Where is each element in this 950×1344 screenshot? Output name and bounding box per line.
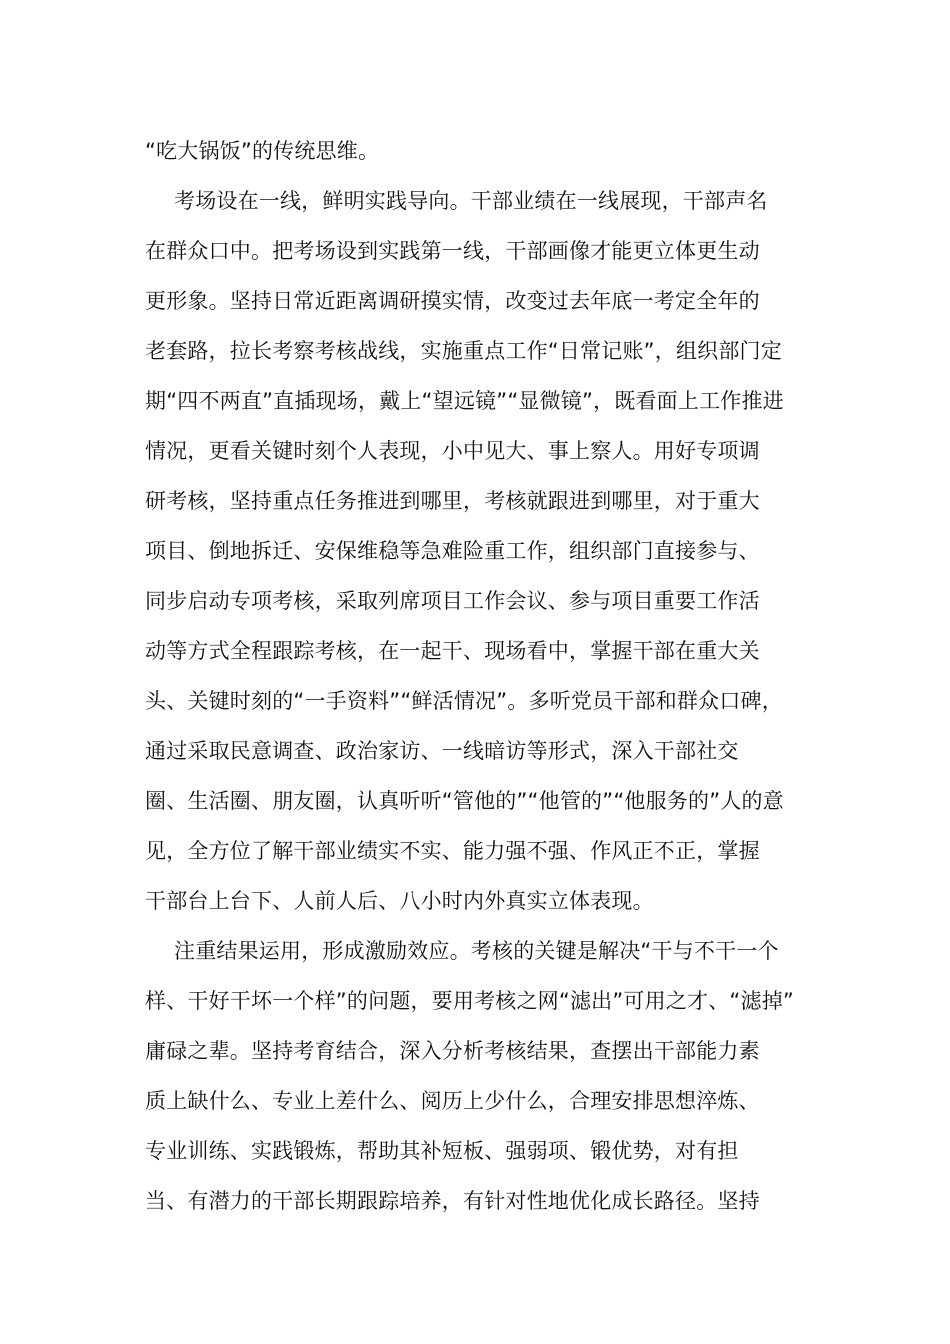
text-line: 在群众口中。把考场设到实践第一线，干部画像才能更立体更生动 [145,239,760,263]
text-line: 期“四不两直”直插现场，戴上“望远镜”“显微镜”，既看面上工作推进 [145,389,784,413]
text-line: 老套路，拉长考察考核战线，实施重点工作“日常记账”，组织部门定 [145,339,782,363]
text-line: 动等方式全程跟踪考核，在一起干、现场看中，掌握干部在重大关 [145,639,760,663]
text-line: 研考核，坚持重点任务推进到哪里，考核就跟进到哪里，对于重大 [145,489,760,513]
text-line: 项目、倒地拆迁、安保维稳等急难险重工作，组织部门直接参与、 [145,539,760,563]
text-line: 情况，更看关键时刻个人表现，小中见大、事上察人。用好专项调 [145,439,760,463]
text-line: 庸碌之辈。坚持考育结合，深入分析考核结果，查摆出干部能力素 [145,1039,760,1063]
text-line: 同步启动专项考核，采取列席项目工作会议、参与项目重要工作活 [145,589,760,613]
text-line: 质上缺什么、专业上差什么、阅历上少什么，合理安排思想淬炼、 [145,1089,760,1113]
text-line: 干部台上台下、人前人后、八小时内外真实立体表现。 [145,889,654,913]
text-line: 圈、生活圈、朋友圈，认真听听“管他的”“他管的”“他服务的”人的意 [145,789,784,813]
text-line: 头、关键时刻的“一手资料”“鲜活情况”。多听党员干部和群众口碑， [145,689,783,713]
text-line: 见，全方位了解干部业绩实不实、能力强不强、作风正不正，掌握 [145,839,760,863]
paragraph-first-line: 注重结果运用，形成激励效应。考核的关键是解决“干与不干一个 [174,939,779,963]
text-line: 通过采取民意调查、政治家访、一线暗访等形式，深入干部社交 [145,739,739,763]
paragraph-first-line: 考场设在一线，鲜明实践导向。干部业绩在一线展现，干部声名 [174,189,768,213]
text-line: “吃大锅饭”的传统思维。 [145,139,380,163]
text-line: 更形象。坚持日常近距离调研摸实情，改变过去年底一考定全年的 [145,289,760,313]
text-line: 专业训练、实践锻炼，帮助其补短板、强弱项、锻优势，对有担 [145,1139,739,1163]
text-line: 当、有潜力的干部长期跟踪培养，有针对性地优化成长路径。坚持 [145,1189,760,1213]
text-line: 样、干好干坏一个样”的问题，要用考核之网“滤出”可用之才、“滤掉” [145,989,794,1013]
